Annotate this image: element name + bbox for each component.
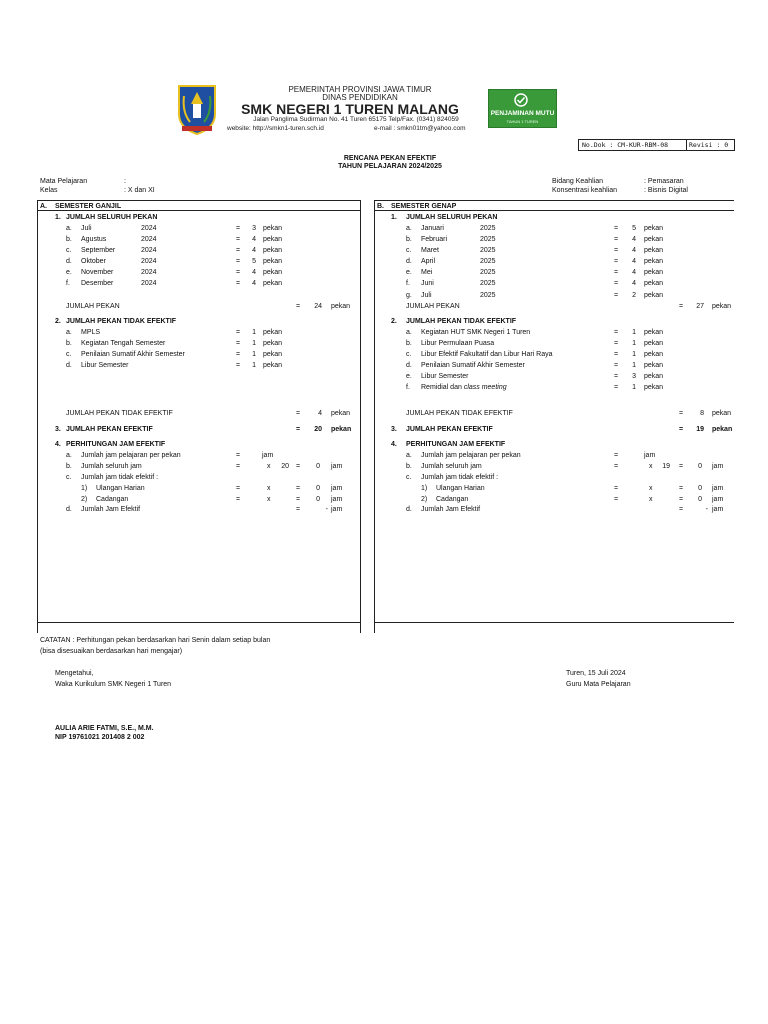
- right-jam-c1-v: 0: [698, 485, 702, 492]
- left-bottom-line: [37, 622, 360, 623]
- tidak-eq: =: [614, 373, 619, 380]
- right-jam-c2-eq2: =: [679, 496, 684, 503]
- right-jam-c2-v: 0: [698, 496, 702, 503]
- left-total-label: JUMLAH PEKAN: [66, 303, 120, 310]
- right-jam-b-eq: =: [614, 463, 619, 470]
- right-jam-d-v: -: [705, 506, 708, 513]
- left-jam-c1-eq: =: [236, 485, 241, 492]
- month-name: Juni: [421, 280, 434, 287]
- tidak-letter: b.: [66, 340, 72, 347]
- month-letter: b.: [66, 236, 72, 243]
- tidak-item-text: Remidial dan: [421, 384, 464, 391]
- right-jam-c2-eq: =: [614, 496, 619, 503]
- tidak-weeks: 3: [632, 373, 636, 380]
- left-jam-c-letter: c.: [66, 474, 72, 481]
- left-tidak-total-n: 4: [318, 410, 322, 417]
- month-unit: pekan: [644, 225, 664, 232]
- right-jam-a-eq: =: [614, 452, 619, 459]
- month-year: 2025: [480, 280, 496, 287]
- left-jam-a-label: Jumlah jam pelajaran per pekan: [81, 452, 181, 459]
- left-tidak-total-label: JUMLAH PEKAN TIDAK EFEKTIF: [66, 410, 173, 417]
- right-h3-u: pekan: [712, 426, 733, 433]
- month-name: Maret: [421, 247, 439, 254]
- tidak-weeks: 1: [632, 351, 636, 358]
- right-h1: JUMLAH SELURUH PEKAN: [406, 214, 498, 221]
- right-jam-b-letter: b.: [406, 463, 412, 470]
- left-jam-b-eq: =: [236, 463, 241, 470]
- month-name: Juli: [81, 225, 92, 232]
- left-jam-c2-label: Cadangan: [96, 496, 129, 503]
- month-name: Agustus: [81, 236, 107, 243]
- tidak-weeks: 1: [632, 329, 636, 336]
- school-name: SMK NEGERI 1 TUREN MALANG: [241, 101, 459, 117]
- month-name: April: [421, 258, 436, 265]
- left-jam-b-label: Jumlah seluruh jam: [81, 463, 142, 470]
- month-weeks: 3: [252, 225, 256, 232]
- month-name: Januari: [421, 225, 444, 232]
- right-jam-b-x: x: [649, 463, 653, 470]
- tidak-unit: pekan: [263, 329, 283, 336]
- month-year: 2024: [141, 280, 157, 287]
- left-jam-c1-x: x: [267, 485, 271, 492]
- left-h3-u: pekan: [331, 426, 352, 433]
- right-tidak-total-n: 8: [700, 410, 704, 417]
- tidak-letter: c.: [66, 351, 72, 358]
- tidak-item-text: Kegiatan HUT SMK Negeri 1 Turen: [421, 329, 531, 336]
- bidang-label: Bidang Keahlian: [552, 178, 603, 185]
- month-name: Juli: [421, 292, 432, 299]
- mapel-label: Mata Pelajaran: [40, 178, 88, 185]
- month-eq: =: [236, 225, 241, 232]
- month-year: 2024: [141, 225, 157, 232]
- doc-box-divider: [686, 140, 687, 150]
- right-sec-letter: B.: [377, 203, 384, 210]
- month-unit: pekan: [644, 280, 664, 287]
- left-jam-c1-num: 1): [81, 485, 88, 492]
- month-name: Oktober: [81, 258, 106, 265]
- right-jam-a-letter: a.: [406, 452, 412, 459]
- left-jam-b-unit: jam: [331, 463, 343, 470]
- month-name: Desember: [81, 280, 114, 287]
- right-tidak-total-label: JUMLAH PEKAN TIDAK EFEKTIF: [406, 410, 513, 417]
- tidak-unit: pekan: [644, 329, 664, 336]
- month-unit: pekan: [644, 236, 664, 243]
- month-eq: =: [614, 280, 619, 287]
- left-jam-b-eq2: =: [296, 463, 301, 470]
- month-unit: pekan: [263, 225, 283, 232]
- left-jam-d-label: Jumlah Jam Efektif: [81, 506, 141, 513]
- right-h1-num: 1.: [391, 214, 397, 221]
- right-jam-c1-eq2: =: [679, 485, 684, 492]
- month-eq: =: [236, 247, 241, 254]
- quality-assurance-badge: [488, 89, 557, 128]
- month-weeks: 4: [632, 280, 636, 287]
- tidak-letter: d.: [406, 362, 412, 369]
- tidak-item: [421, 339, 494, 348]
- month-weeks: 5: [252, 258, 256, 265]
- right-jam-c1-num: 1): [421, 485, 428, 492]
- right-jam-c2-x: x: [649, 496, 653, 503]
- left-jam-c-label: Jumlah jam tidak efektif :: [81, 474, 159, 481]
- mengetahui: Mengetahui,: [55, 670, 94, 677]
- month-name: Mei: [421, 269, 433, 276]
- month-eq: =: [236, 280, 241, 287]
- tidak-item-text: Libur Efektif Fakultatif dan Libur Hari Raya: [421, 351, 553, 358]
- tidak-unit: pekan: [644, 362, 664, 369]
- left-sec-title: SEMESTER GANJIL: [55, 203, 122, 210]
- kelas-label: Kelas: [40, 187, 58, 194]
- right-h4: PERHITUNGAN JAM EFEKTIF: [406, 441, 506, 448]
- month-eq: =: [614, 225, 619, 232]
- right-total-eq: =: [679, 303, 684, 310]
- right-jam-c2-num: 2): [421, 496, 428, 503]
- left-jam-c2-eq2: =: [296, 496, 301, 503]
- right-jam-c1-eq: =: [614, 485, 619, 492]
- month-letter: d.: [66, 258, 72, 265]
- month-letter: g.: [406, 292, 412, 299]
- east-java-emblem-logo: [176, 84, 218, 136]
- month-name: November: [81, 269, 114, 276]
- left-h2: JUMLAH PEKAN TIDAK EFEKTIF: [66, 318, 177, 325]
- month-eq: =: [614, 247, 619, 254]
- left-sec-letter: A.: [40, 203, 47, 210]
- tidak-eq: =: [614, 351, 619, 358]
- month-weeks: 4: [632, 269, 636, 276]
- tidak-item: MPLS: [81, 329, 101, 336]
- month-weeks: 4: [632, 258, 636, 265]
- bidang-value: : Pemasaran: [644, 178, 684, 185]
- left-tidak-total-u: pekan: [331, 410, 351, 417]
- tidak-unit: pekan: [263, 340, 283, 347]
- month-unit: pekan: [263, 247, 283, 254]
- left-jam-c2-num: 2): [81, 496, 88, 503]
- check-shield-icon: [513, 93, 529, 107]
- tidak-item: Penilaian Sumatif Akhir Semester: [81, 351, 185, 358]
- right-jam-c-letter: c.: [406, 474, 412, 481]
- tidak-letter: c.: [406, 351, 412, 358]
- doc-number: No.Dok : CM-KUR-RBM-08: [582, 141, 669, 149]
- month-eq: =: [614, 292, 619, 299]
- left-h3-eq: =: [296, 426, 301, 433]
- left-jam-b-letter: b.: [66, 463, 72, 470]
- tidak-letter: b.: [406, 340, 412, 347]
- right-jam-d-eq: =: [679, 506, 684, 513]
- right-total-n: 27: [696, 303, 704, 310]
- left-tidak-total-eq: =: [296, 410, 301, 417]
- left-jam-b-n: 20: [281, 463, 289, 470]
- tidak-unit: pekan: [263, 362, 283, 369]
- month-year: 2024: [141, 258, 157, 265]
- tidak-eq: =: [236, 362, 241, 369]
- month-eq: =: [614, 236, 619, 243]
- left-h2-num: 2.: [55, 318, 61, 325]
- month-letter: a.: [406, 225, 412, 232]
- tidak-item: Libur Semester: [81, 362, 129, 369]
- month-letter: e.: [66, 269, 72, 276]
- header-website: website: http://smkn1-turen.sch.id: [227, 125, 324, 132]
- month-letter: c.: [406, 247, 412, 254]
- tidak-eq: =: [614, 384, 619, 391]
- document-number-box: [578, 139, 735, 151]
- right-h3-eq: =: [679, 426, 684, 433]
- month-letter: e.: [406, 269, 412, 276]
- right-jam-d-unit: jam: [712, 506, 724, 513]
- right-tidak-total-eq: =: [679, 410, 684, 417]
- month-weeks: 4: [252, 247, 256, 254]
- tidak-eq: =: [236, 351, 241, 358]
- tidak-item-italic: class meeting: [463, 384, 507, 391]
- right-jam-b-unit: jam: [712, 463, 724, 470]
- tidak-eq: =: [614, 362, 619, 369]
- left-h3-n: 20: [314, 426, 322, 433]
- month-letter: b.: [406, 236, 412, 243]
- tidak-unit: pekan: [263, 351, 283, 358]
- left-h3-num: 3.: [55, 426, 61, 433]
- left-total-n: 24: [314, 303, 322, 310]
- tidak-eq: =: [614, 329, 619, 336]
- konsentrasi-label: Konsentrasi keahlian: [552, 187, 617, 194]
- left-jam-c2-eq: =: [236, 496, 241, 503]
- guru-title: Guru Mata Pelajaran: [566, 681, 631, 688]
- month-unit: pekan: [644, 292, 664, 299]
- month-unit: pekan: [263, 236, 283, 243]
- left-total-u: pekan: [331, 303, 351, 310]
- catatan-line1: CATATAN : Perhitungan pekan berdasarkan hari Senin dalam setiap bulan: [40, 637, 271, 644]
- month-year: 2025: [480, 269, 496, 276]
- right-total-u: pekan: [712, 303, 732, 310]
- month-weeks: 4: [252, 280, 256, 287]
- month-unit: pekan: [644, 258, 664, 265]
- left-jam-c2-v: 0: [316, 496, 320, 503]
- right-jam-c1-unit: jam: [712, 485, 724, 492]
- tidak-eq: =: [236, 340, 241, 347]
- left-jam-d-letter: d.: [66, 506, 72, 513]
- right-jam-a-unit: jam: [644, 452, 656, 459]
- header-dept: DINAS PENDIDIKAN: [322, 93, 398, 102]
- doc-title: RENCANA PEKAN EFEKTIF: [343, 155, 437, 162]
- month-letter: f.: [406, 280, 410, 287]
- tidak-eq: =: [236, 329, 241, 336]
- left-h4-num: 4.: [55, 441, 61, 448]
- month-year: 2025: [480, 225, 496, 232]
- left-h4: PERHITUNGAN JAM EFEKTIF: [66, 441, 166, 448]
- left-jam-b-x: x: [267, 463, 271, 470]
- header-gov: PEMERINTAH PROVINSI JAWA TIMUR: [288, 85, 432, 94]
- header-email: e-mail : smkn01tm@yahoo.com: [374, 125, 466, 132]
- month-weeks: 2: [632, 292, 636, 299]
- month-eq: =: [614, 258, 619, 265]
- month-year: 2024: [141, 247, 157, 254]
- tidak-letter: e.: [406, 373, 412, 380]
- right-tidak-total-u: pekan: [712, 410, 732, 417]
- left-h1: JUMLAH SELURUH PEKAN: [66, 214, 158, 221]
- tidak-weeks: 1: [252, 340, 256, 347]
- month-letter: f.: [66, 280, 70, 287]
- right-jam-a-label: Jumlah jam pelajaran per pekan: [421, 452, 521, 459]
- month-unit: pekan: [263, 258, 283, 265]
- tidak-unit: pekan: [644, 351, 664, 358]
- tidak-weeks: 1: [252, 329, 256, 336]
- right-h3: JUMLAH PEKAN EFEKTIF: [406, 426, 493, 433]
- signatory-nip: NIP 19761021 201408 2 002: [55, 734, 145, 741]
- right-jam-c1-label: Ulangan Harian: [436, 485, 485, 492]
- left-jam-c2-unit: jam: [331, 496, 343, 503]
- tidak-eq: =: [614, 340, 619, 347]
- month-year: 2025: [480, 258, 496, 265]
- left-jam-d-eq: =: [296, 506, 301, 513]
- month-letter: d.: [406, 258, 412, 265]
- month-weeks: 5: [632, 225, 636, 232]
- header-address: Jalan Panglima Sudirman No. 41 Turen 65175 Telp/Fax. (0341) 824059: [253, 116, 459, 123]
- doc-year: TAHUN PELAJARAN 2024/2025: [338, 163, 442, 170]
- tidak-item: [421, 350, 553, 359]
- right-bottom-line: [374, 622, 734, 623]
- right-jam-b-v: 0: [698, 463, 702, 470]
- left-jam-d-v: -: [325, 506, 328, 513]
- place-date: Turen, 15 Juli 2024: [566, 670, 626, 677]
- right-sec-title: SEMESTER GENAP: [391, 203, 457, 210]
- badge-line2: TAHUN 1 TUREN: [506, 119, 539, 124]
- left-jam-c1-label: Ulangan Harian: [96, 485, 145, 492]
- tidak-letter: a.: [406, 329, 412, 336]
- mapel-value: :: [124, 178, 126, 185]
- right-jam-c2-label: Cadangan: [436, 496, 469, 503]
- left-h1-num: 1.: [55, 214, 61, 221]
- right-h4-num: 4.: [391, 441, 397, 448]
- tidak-item: [421, 361, 525, 370]
- tidak-letter: f.: [406, 384, 410, 391]
- left-jam-c2-x: x: [267, 496, 271, 503]
- month-unit: pekan: [644, 247, 664, 254]
- month-unit: pekan: [263, 269, 283, 276]
- left-jam-b-v: 0: [316, 463, 320, 470]
- month-year: 2024: [141, 269, 157, 276]
- right-jam-b-label: Jumlah seluruh jam: [421, 463, 482, 470]
- tidak-item: [421, 372, 468, 381]
- right-total-label: JUMLAH PEKAN: [406, 303, 460, 310]
- month-weeks: 4: [632, 236, 636, 243]
- month-year: 2024: [141, 236, 157, 243]
- catatan-line2: (bisa disesuaikan berdasarkan hari mengajar): [40, 648, 183, 655]
- month-weeks: 4: [252, 236, 256, 243]
- right-h2-num: 2.: [391, 318, 397, 325]
- tidak-weeks: 1: [632, 384, 636, 391]
- month-unit: pekan: [263, 280, 283, 287]
- tidak-unit: pekan: [644, 373, 664, 380]
- left-jam-d-unit: jam: [331, 506, 343, 513]
- month-letter: c.: [66, 247, 72, 254]
- kelas-value: : X dan XI: [124, 187, 155, 194]
- badge-line1: PENJAMINAN MUTU: [490, 110, 555, 117]
- month-eq: =: [236, 269, 241, 276]
- tidak-item-text: Libur Permulaan Puasa: [421, 340, 495, 347]
- konsentrasi-value: : Bisnis Digital: [644, 187, 688, 194]
- left-jam-a-unit: jam: [262, 452, 274, 459]
- tidak-item-text: Penilaian Sumatif Akhir Semester: [421, 362, 525, 369]
- left-jam-a-letter: a.: [66, 452, 72, 459]
- right-h3-n: 19: [696, 426, 704, 433]
- right-h2: JUMLAH PEKAN TIDAK EFEKTIF: [406, 318, 517, 325]
- left-h3: JUMLAH PEKAN EFEKTIF: [66, 426, 153, 433]
- month-weeks: 4: [252, 269, 256, 276]
- left-total-eq: =: [296, 303, 301, 310]
- right-h3-num: 3.: [391, 426, 397, 433]
- right-jam-d-label: Jumlah Jam Efektif: [421, 506, 481, 513]
- tidak-item: Kegiatan Tengah Semester: [81, 340, 166, 347]
- tidak-item-text: Libur Semester: [421, 373, 469, 380]
- right-jam-b-n: 19: [662, 463, 670, 470]
- month-year: 2025: [480, 247, 496, 254]
- month-letter: a.: [66, 225, 72, 232]
- right-jam-c1-x: x: [649, 485, 653, 492]
- right-jam-d-letter: d.: [406, 506, 412, 513]
- month-name: Februari: [421, 236, 448, 243]
- signatory-name: AULIA ARIE FATMI, S.E., M.M.: [55, 725, 154, 732]
- right-jam-c2-unit: jam: [712, 496, 724, 503]
- tidak-weeks: 1: [632, 340, 636, 347]
- tidak-item: [421, 383, 507, 392]
- doc-revision: Revisi : 0: [689, 141, 729, 149]
- waka-title: Waka Kurikulum SMK Negeri 1 Turen: [55, 681, 172, 688]
- month-year: 2025: [480, 292, 496, 299]
- right-jam-b-eq2: =: [679, 463, 684, 470]
- tidak-weeks: 1: [632, 362, 636, 369]
- month-year: 2025: [480, 236, 496, 243]
- month-unit: pekan: [644, 269, 664, 276]
- tidak-letter: a.: [66, 329, 72, 336]
- tidak-letter: d.: [66, 362, 72, 369]
- tidak-item: [421, 328, 530, 337]
- tidak-weeks: 1: [252, 362, 256, 369]
- left-jam-c1-unit: jam: [331, 485, 343, 492]
- month-name: September: [81, 247, 116, 254]
- tidak-unit: pekan: [644, 340, 664, 347]
- tidak-unit: pekan: [644, 384, 664, 391]
- month-weeks: 4: [632, 247, 636, 254]
- right-jam-c-label: Jumlah jam tidak efektif :: [421, 474, 499, 481]
- left-jam-c1-eq2: =: [296, 485, 301, 492]
- month-eq: =: [236, 258, 241, 265]
- month-eq: =: [236, 236, 241, 243]
- tidak-weeks: 1: [252, 351, 256, 358]
- left-jam-a-eq: =: [236, 452, 241, 459]
- month-eq: =: [614, 269, 619, 276]
- left-jam-c1-v: 0: [316, 485, 320, 492]
